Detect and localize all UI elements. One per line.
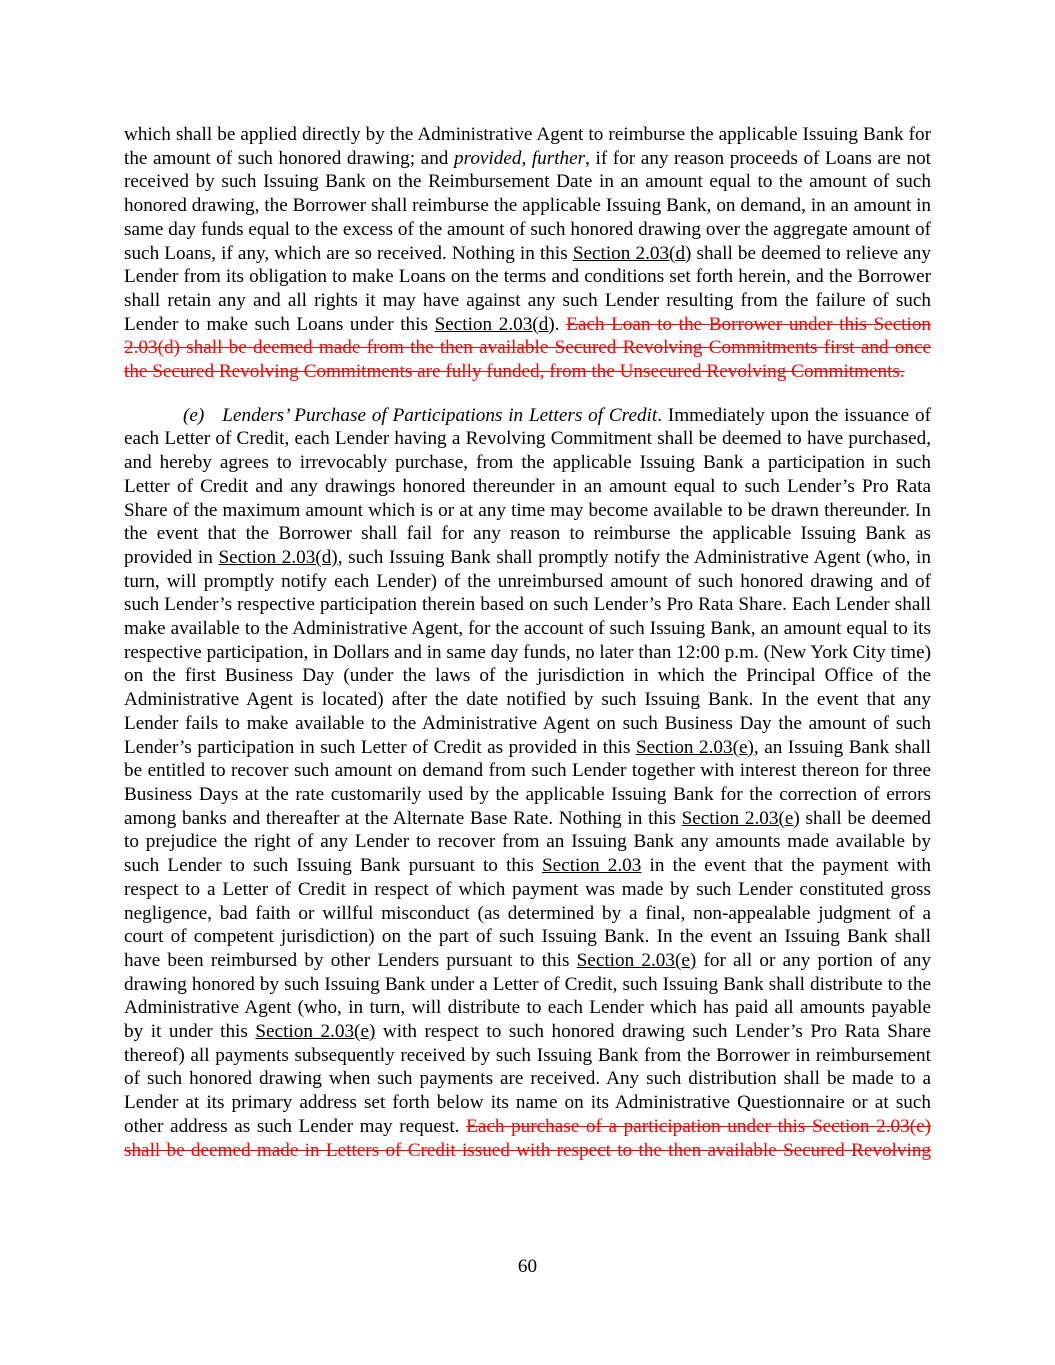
text-run: , an Issuing Bank shall be entitled to recover such amount on demand from such Lender together with interest thereon for three Business Days at the rate customarily used by the applicable Issuing Bank for the correction of errors among banks and thereafter at the Alternate Base Rate. Nothing in this [124, 736, 931, 829]
text-run: . [554, 313, 567, 335]
text-run: with respect to such honored drawing such Lender’s Pro Rata Share thereof) all payments subsequently received by such Issuing Bank from the Borrower in reimbursement of such honored drawing when such payments are received. Any such distribution shall be made to a Lender at its primary address set forth below its name on its Administrative Questionnaire or at such other address as such Lender may request. [124, 1021, 931, 1137]
text-run: shall be deemed to relieve any Lender from its obligation to make Loans on the terms and conditions set forth herein, and the Borrower shall retain any and all rights it may have against any such Lender resulting from the failure of such Lender to make such Loans under this [124, 242, 931, 335]
text-run: , such Issuing Bank shall promptly notify the Administrative Agent (who, in turn, will promptly notify each Lender) of the unreimbursed amount of such honored drawing and of such Lender’s respective participation therein based on such Lender’s Pro Rata Share. Each Lender shall make available to the Administrative Agent, for the account of such Issuing Bank, an amount equal to its respective participation, in Dollars and in same day funds, no later than 12:00 p.m. (New York City time) on the first Business Day (under the laws of the jurisdiction in which the Principal Office of the Administrative Agent is located) after the date notified by such Issuing Bank. In the event that any Lender fails to make available to the Administrative Agent on such Business Day the amount of such Lender’s participation in such Letter of Credit as provided in this [124, 546, 931, 758]
section-reference: Section 2.03(e) [255, 1021, 376, 1043]
text-run: shall be deemed to prejudice the right of any Lender to recover from an Issuing Bank any amounts made available by such Lender to such Issuing Bank pursuant to this [124, 807, 932, 877]
deleted-section-reference: Section 2.03(d) [124, 313, 932, 359]
paragraph-participations [124, 404, 931, 1163]
section-reference: Section 2.03(e) [635, 736, 754, 758]
deleted-text: Each purchase of a participation under this [466, 1115, 812, 1137]
deleted-text: shall be deemed made in Letters of Credit issued with respect to the then available Secured Revolving [124, 1139, 931, 1161]
paragraph-spacer [124, 384, 931, 404]
text-run: which shall be applied directly by the Administrative Agent to reimburse the applicable Issuing Bank for the amount of such honored drawing; and [124, 124, 931, 169]
deleted-text: shall be deemed made from the then available Secured Revolving Commitments first and once the Secured Revolving Commitments are fully funded, from the Unsecured Revolving Commitments. [124, 337, 931, 383]
italic-phrase: provided, further [453, 147, 586, 169]
section-reference: Section 2.03(e) [681, 807, 800, 829]
clause-heading: Lenders’ Purchase of Participations in Letters of Credit [222, 404, 658, 426]
document-page [124, 123, 931, 1162]
paragraph-reimbursement [124, 123, 931, 384]
text-run: , if for any reason proceeds of Loans are not received by such Issuing Bank on the Reimbursement Date in an amount equal to the amount of such honored drawing, the Borrower shall reimburse the applicable Issuing Bank, on demand, in an amount in same day funds equal to the excess of the amount of such honored drawing over the aggregate amount of such Loans, if any, which are so received. Nothing in this [124, 147, 931, 264]
section-reference: Section 2.03(e) [576, 949, 697, 971]
section-reference: Section 2.03 [542, 855, 642, 877]
deleted-text: Each Loan to the Borrower under this [566, 313, 874, 335]
section-reference: Section 2.03(d) [572, 242, 692, 264]
text-run: for all or any portion of any drawing honored by such Issuing Bank under a Letter of Credit, such Issuing Bank shall distribute to the Administrative Agent (who, in turn, will distribute to each Lender which has paid all amounts payable by it under this [124, 949, 931, 1043]
section-reference: Section 2.03(d) [218, 546, 338, 568]
page-number: 60 [517, 1256, 538, 1277]
text-run: in the event that the payment with respect to a Letter of Credit in respect of which payment was made by such Lender constituted gross negligence, bad faith or willful misconduct (as determined by a final, non-appealable judgment of a court of competent jurisdiction) on the part of such Issuing Bank. In the event an Issuing Bank shall have been reimbursed by other Lenders pursuant to this [124, 855, 931, 971]
clause-label: (e) [183, 404, 205, 426]
section-reference: Section 2.03(d) [434, 313, 555, 335]
deleted-section-reference: Section 2.03(e) [811, 1115, 931, 1137]
text-run: . Immediately upon the issuance of each Letter of Credit, each Lender having a Revolving Commitment shall be deemed to have purchased, and hereby agrees to irrevocably purchase, from the applicable Issuing Bank a participation in such Letter of Credit and any drawings honored thereunder in an amount equal to such Lender’s Pro Rata Share of the maximum amount which is or at any time may become available to be drawn thereunder. In the event that the Borrower shall fail for any reason to reimburse the applicable Issuing Bank as provided in [124, 404, 931, 568]
